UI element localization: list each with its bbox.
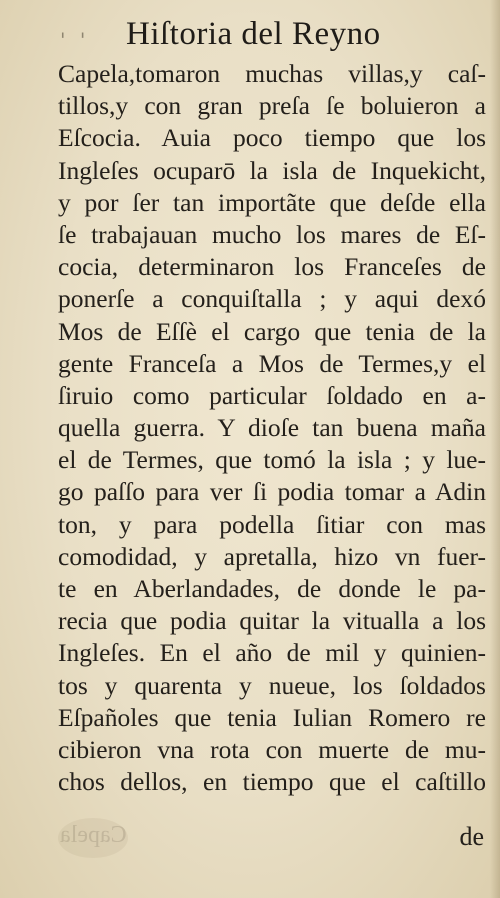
text-line: gente Franceſa a Mos de Termes,y el — [58, 348, 486, 378]
text-line: go paſſo para ver ſi podia tomar a Adin — [58, 477, 486, 507]
text-line: tillos,y con gran preſa ſe boluieron a — [58, 91, 486, 121]
text-line: el de Termes, que tomó la isla ; y lue- — [58, 445, 486, 475]
text-line: ton, y para podella ſitiar con mas — [58, 509, 486, 539]
text-line: cibieron vna rota con muerte de mu- — [58, 734, 486, 764]
text-line: ſiruio como particular ſoldado en a- — [58, 380, 486, 410]
text-line: Eſcocia. Auia poco tiempo que los — [58, 123, 486, 153]
text-line: cocia, determinaron los Franceſes de — [58, 252, 486, 282]
text-line: tos y quarenta y nueue, los ſoldados — [58, 670, 486, 700]
running-head: Hiſtoria del Reyno — [126, 16, 381, 52]
text-line: y por ſer tan importãte que deſde ella — [58, 187, 486, 217]
text-line: chos dellos, en tiempo que el caſtillo — [58, 767, 486, 797]
show-through-text: Capela — [60, 822, 127, 848]
text-line: recia que podia quitar la vitualla a los — [58, 606, 486, 636]
text-line: Capela,tomaron muchas villas,y caſ- — [58, 59, 486, 88]
text-line: Mos de Eſſè el cargo que tenia de la — [58, 316, 486, 346]
text-line: ſe trabajauan mucho los mares de Eſ- — [58, 219, 486, 249]
catchword: de — [459, 822, 484, 851]
text-line: Ingleſes. En el año de mil y quinien- — [58, 638, 486, 668]
folio-mark: ' ' — [60, 28, 90, 52]
text-line: Ingleſes ocuparō la isla de Inquekicht, — [58, 155, 486, 185]
text-line: Eſpañoles que tenia Iulian Romero re — [58, 702, 486, 732]
page-edge-shadow — [490, 0, 500, 898]
page-header — [0, 10, 500, 56]
text-line: te en Aberlandades, de donde le pa- — [58, 574, 486, 603]
text-line: ponerſe a conquiſtalla ; y aqui dexó — [58, 284, 486, 314]
text-line: comodidad, y apretalla, hizo vn fuer- — [58, 541, 486, 571]
text-line: quella guerra. Y dioſe tan buena maña — [58, 413, 486, 443]
body-text — [58, 58, 486, 798]
